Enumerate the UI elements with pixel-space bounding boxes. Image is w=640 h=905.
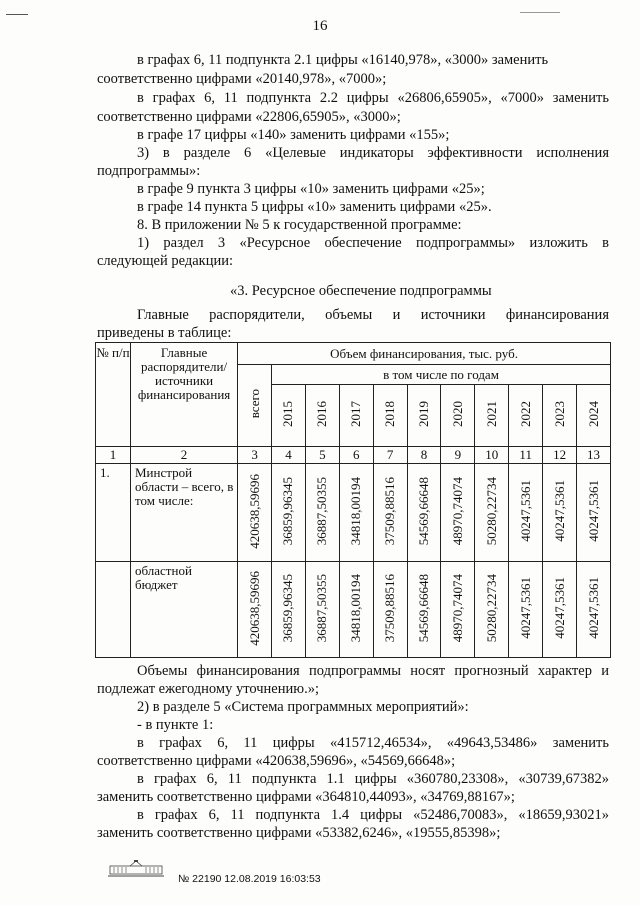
year-cell: 2019	[407, 385, 441, 447]
value-cell: 48970,74074	[441, 464, 475, 562]
row-num: 1.	[96, 464, 131, 562]
text-line: в графе 17 цифры «140» заменить цифрами «155»;	[137, 127, 450, 143]
text-line: приведены в таблице:	[97, 325, 232, 341]
row-num	[96, 562, 131, 658]
col-number: 7	[373, 447, 407, 464]
text-line: в графах 6, 11 подпункта 1.1 цифры «360780,23308», «30739,67382»	[137, 771, 609, 787]
scan-mark	[520, 12, 560, 13]
value-cell: 36887,50355	[305, 464, 339, 562]
text-line: в графах 6, 11 подпункта 1.4 цифры «52486,70083», «18659,93021»	[137, 807, 609, 823]
col-number: 11	[509, 447, 543, 464]
text-line: соответственно цифрами «420638,59696», «54569,66648»;	[97, 753, 456, 769]
table-row	[96, 562, 611, 658]
year-cell: 2016	[305, 385, 339, 447]
text-line: 3) в разделе 6 «Целевые индикаторы эффективности исполнения	[137, 145, 609, 161]
scan-mark	[6, 14, 28, 15]
page-number: 16	[312, 18, 328, 34]
value-cell: 48970,74074	[441, 562, 475, 658]
financing-table	[95, 342, 611, 658]
header-num: № п/п	[96, 343, 131, 447]
year-cell: 2020	[441, 385, 475, 447]
header-total: всего	[238, 365, 272, 447]
year-cell: 2024	[577, 385, 611, 447]
value-cell: 37509,88516	[373, 464, 407, 562]
value-cell: 54569,66648	[407, 562, 441, 658]
row-name: Минстрой области – всего, в том числе:	[130, 464, 237, 562]
col-number: 12	[543, 447, 577, 464]
text-line: в графах 6, 11 подпункта 2.2 цифры «26806,65905», «7000» заменить	[137, 90, 609, 106]
text-line: заменить соответственно цифрами «53382,6246», «19555,85398»;	[97, 825, 501, 841]
value-cell: 37509,88516	[373, 562, 407, 658]
col-number: 13	[577, 447, 611, 464]
value-cell: 40247,5361	[509, 464, 543, 562]
header-volume: Объем финансирования, тыс. руб.	[238, 343, 611, 365]
value-cell: 40247,5361	[577, 562, 611, 658]
value-cell: 54569,66648	[407, 464, 441, 562]
value-cell: 420638,59696	[238, 464, 272, 562]
registration-stamp: № 22190 12.08.2019 16:03:53	[178, 873, 321, 885]
col-number: 5	[305, 447, 339, 464]
text-line: подлежат ежегодному уточнению.»;	[97, 681, 319, 697]
year-cell: 2022	[509, 385, 543, 447]
value-cell: 40247,5361	[543, 464, 577, 562]
text-line: Объемы финансирования подпрограммы носят прогнозный характер и	[137, 663, 609, 679]
header-main: Главные распорядители/ источники финансирования	[130, 343, 237, 447]
year-cell: 2015	[272, 385, 306, 447]
text-line: подпрограммы»:	[97, 163, 201, 179]
col-number: 4	[272, 447, 306, 464]
col-number: 3	[238, 447, 272, 464]
text-line: следующей редакции:	[97, 253, 234, 269]
value-cell: 36859,96345	[272, 562, 306, 658]
section-heading: «3. Ресурсное обеспечение подпрограммы	[230, 283, 492, 299]
text-line: соответственно цифрами «22806,65905», «3000»;	[97, 109, 401, 125]
value-cell: 36887,50355	[305, 562, 339, 658]
col-number: 8	[407, 447, 441, 464]
header-by-years: в том числе по годам	[272, 365, 611, 385]
year-cell: 2021	[475, 385, 509, 447]
col-number: 1	[96, 447, 131, 464]
text-line: соответственно цифрами «20140,978», «7000»;	[97, 71, 387, 87]
row-name: областной бюджет	[130, 562, 237, 658]
text-line: 1) раздел 3 «Ресурсное обеспечение подпрограммы» изложить в	[137, 235, 609, 251]
value-cell: 34818,00194	[339, 562, 373, 658]
year-cell: 2023	[543, 385, 577, 447]
text-line: Главные распорядители, объемы и источники финансирования	[137, 307, 609, 323]
col-number: 6	[339, 447, 373, 464]
text-line: - в пункте 1:	[137, 717, 214, 733]
text-line: 2) в разделе 5 «Система программных мероприятий»:	[137, 699, 469, 715]
year-cell: 2018	[373, 385, 407, 447]
year-cell: 2017	[339, 385, 373, 447]
text-line: в графе 9 пункта 3 цифры «10» заменить цифрами «25»;	[137, 181, 485, 197]
col-number: 2	[130, 447, 237, 464]
government-building-logo	[108, 860, 164, 878]
value-cell: 420638,59696	[238, 562, 272, 658]
value-cell: 40247,5361	[543, 562, 577, 658]
value-cell: 50280,22734	[475, 562, 509, 658]
value-cell: 50280,22734	[475, 464, 509, 562]
col-number: 10	[475, 447, 509, 464]
text-line: в графах 6, 11 подпункта 2.1 цифры «16140,978», «3000» заменить	[137, 52, 549, 68]
text-line: заменить соответственно цифрами «364810,44093», «34769,88167»;	[97, 789, 515, 805]
text-line: в графе 14 пункта 5 цифры «10» заменить цифрами «25».	[137, 199, 492, 215]
col-number: 9	[441, 447, 475, 464]
value-cell: 36859,96345	[272, 464, 306, 562]
value-cell: 34818,00194	[339, 464, 373, 562]
value-cell: 40247,5361	[577, 464, 611, 562]
value-cell: 40247,5361	[509, 562, 543, 658]
text-line: 8. В приложении № 5 к государственной программе:	[137, 217, 462, 233]
table-row	[96, 464, 611, 562]
text-line: в графах 6, 11 цифры «415712,46534», «49643,53486» заменить	[137, 735, 609, 751]
